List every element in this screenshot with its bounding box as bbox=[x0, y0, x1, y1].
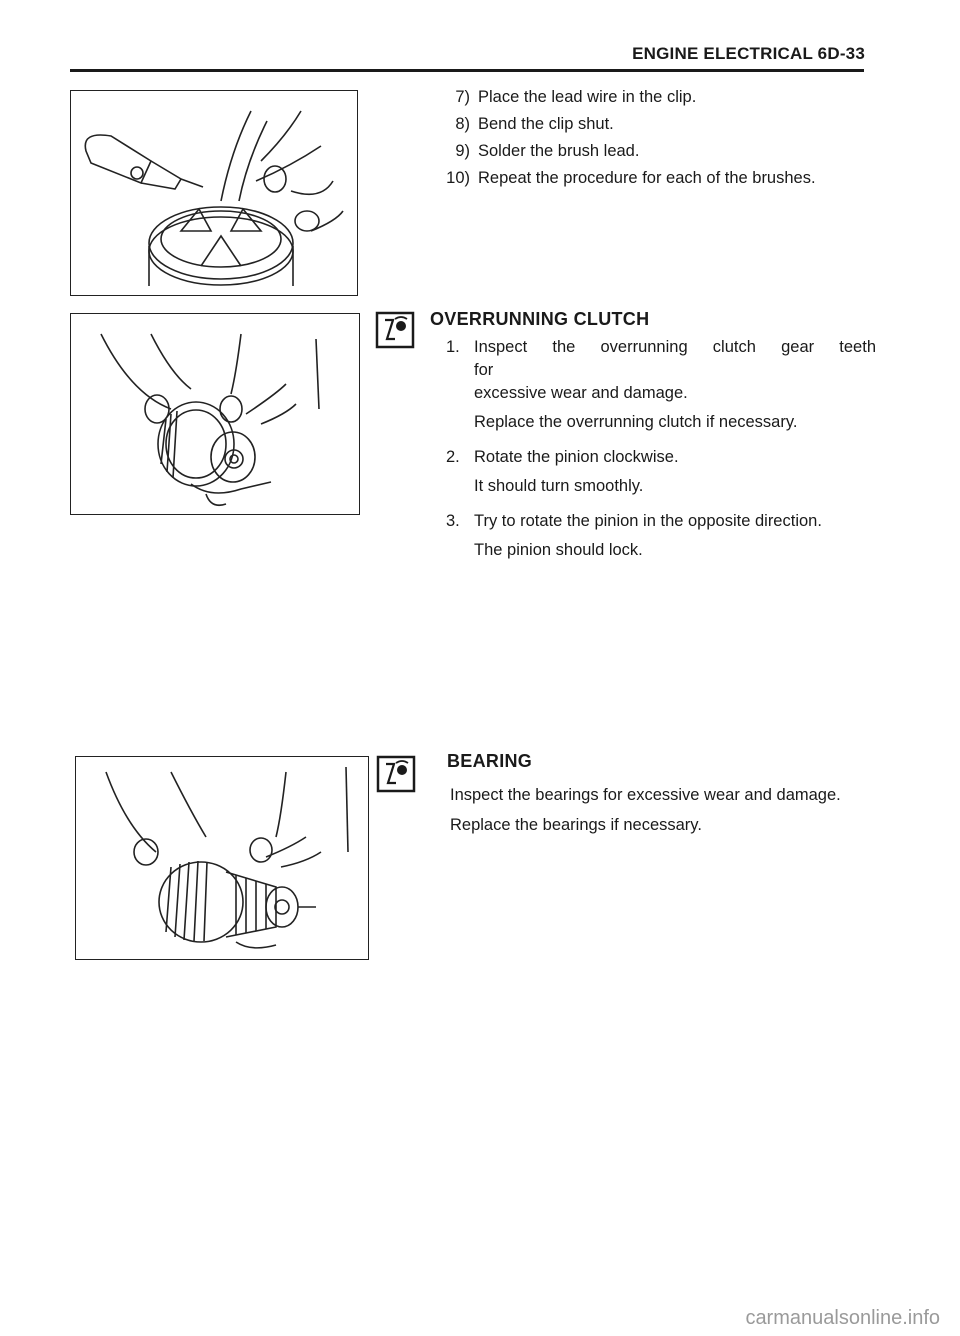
footer-watermark: carmanualsonline.info bbox=[745, 1307, 940, 1329]
list-item: 2. Rotate the pinion clockwise. It should turn smoothly. bbox=[446, 448, 679, 495]
brush-soldering-illustration bbox=[71, 91, 357, 295]
inspect-icon bbox=[375, 311, 415, 349]
overrunning-clutch-title: OVERRUNNING CLUTCH bbox=[430, 309, 650, 329]
pinion-clutch-figure bbox=[70, 313, 360, 515]
step-item: 8) Bend the clip shut. bbox=[455, 115, 614, 133]
page-title: ENGINE ELECTRICAL 6D-33 bbox=[632, 44, 865, 63]
header-rule bbox=[70, 69, 864, 72]
page-header bbox=[0, 0, 960, 80]
step-item: 9) Solder the brush lead. bbox=[455, 142, 640, 160]
pinion-clutch-illustration bbox=[71, 314, 359, 514]
brush-soldering-figure bbox=[70, 90, 358, 296]
list-item: 3. Try to rotate the pinion in the opposite direction. The pinion should lock. bbox=[446, 512, 822, 559]
step-item: 10) Repeat the procedure for each of the brushes. bbox=[446, 169, 816, 187]
brush-procedure-steps bbox=[440, 84, 816, 192]
overrunning-clutch-list bbox=[446, 336, 876, 574]
armature-bearing-illustration bbox=[76, 757, 368, 959]
armature-bearing-figure bbox=[75, 756, 369, 960]
bearing-instructions: Inspect the bearings for excessive wear and damage. Replace the bearings if necessary. bbox=[450, 786, 841, 834]
inspect-icon bbox=[376, 755, 416, 793]
list-item: 1. Inspect the overrunning clutch gear teeth for excessive wear and damage. Replace the overrunning clutch if necessary. bbox=[446, 338, 876, 431]
bearing-title: BEARING bbox=[447, 751, 533, 771]
step-item: 7) Place the lead wire in the clip. bbox=[455, 88, 697, 106]
